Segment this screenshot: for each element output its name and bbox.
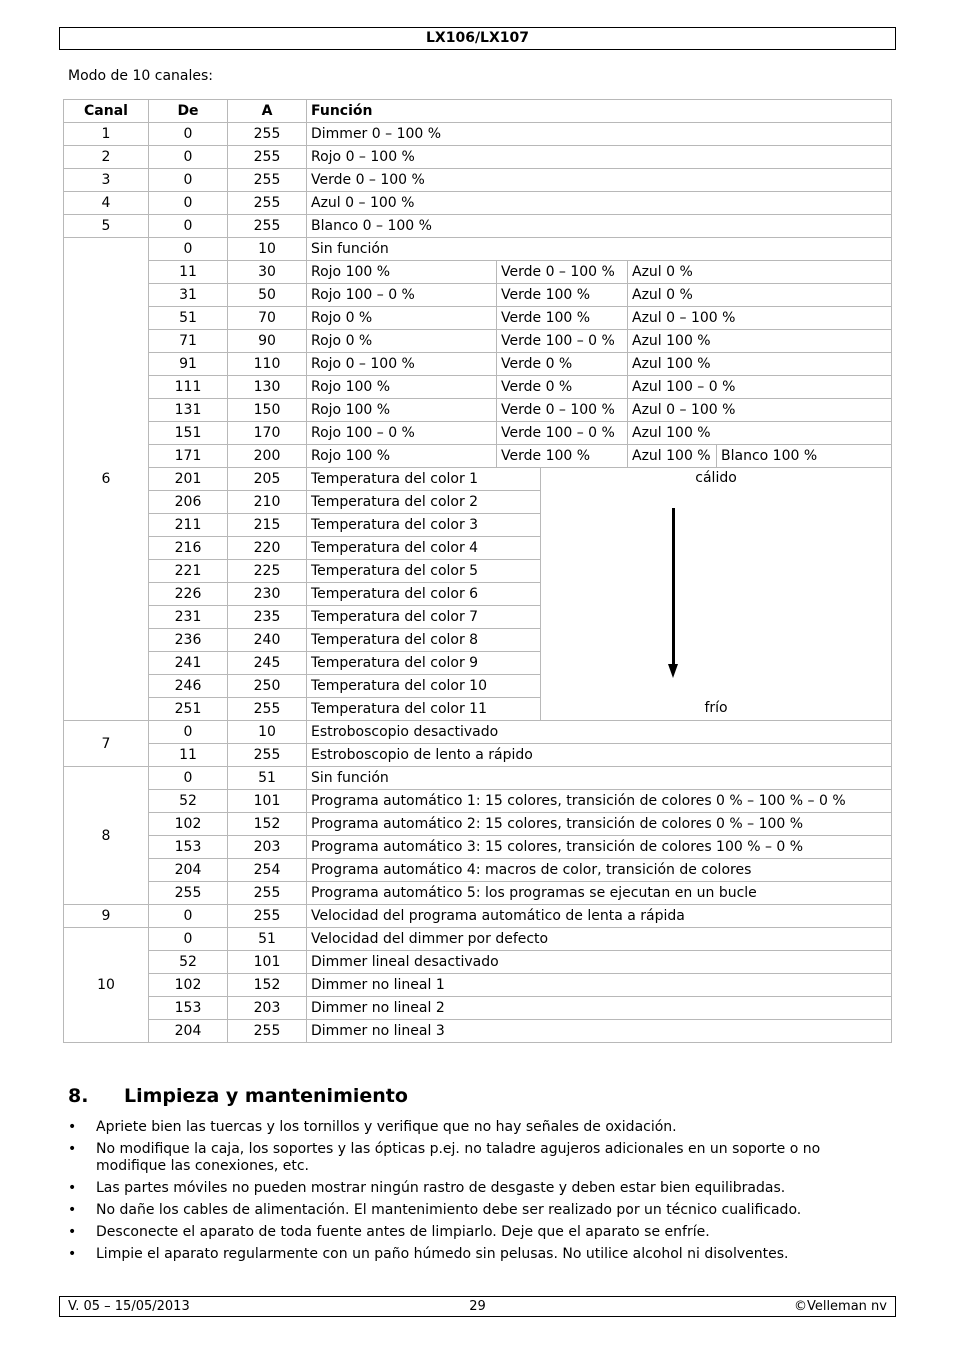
table-cell: Temperatura del color 9	[307, 652, 541, 675]
table-cell: 91	[149, 353, 228, 376]
table-cell: 150	[228, 399, 307, 422]
section-number: 8.	[68, 1085, 89, 1107]
table-cell: Dimmer no lineal 3	[307, 1020, 892, 1043]
table-cell: 255	[228, 1020, 307, 1043]
table-cell: Azul 100 %	[628, 353, 892, 376]
table-cell: 205	[228, 468, 307, 491]
table-cell: 204	[149, 859, 228, 882]
table-cell: Rojo 100 %	[307, 445, 497, 468]
table-cell: 255	[228, 146, 307, 169]
bullet-icon: •	[68, 1180, 77, 1196]
table-cell: Rojo 100 %	[307, 376, 497, 399]
bullet-icon: •	[68, 1246, 77, 1262]
table-cell: 220	[228, 537, 307, 560]
table-cell: 230	[228, 583, 307, 606]
table-cell: 10	[228, 721, 307, 744]
table-cell: 10	[64, 928, 149, 1043]
table-cell: 70	[228, 307, 307, 330]
table-cell: 255	[228, 215, 307, 238]
table-cell: 201	[149, 468, 228, 491]
table-cell: Rojo 0 – 100 %	[307, 146, 892, 169]
table-cell: 2	[64, 146, 149, 169]
table-cell: 241	[149, 652, 228, 675]
table-cell: Temperatura del color 1	[307, 468, 541, 491]
table-cell: 152	[228, 974, 307, 997]
table-cell: 0	[149, 767, 228, 790]
table-cell: 235	[228, 606, 307, 629]
list-item: • Limpie el aparato regularmente con un paño húmedo sin pelusas. No utilice alcohol ni disolventes.	[68, 1246, 789, 1262]
table-cell: 211	[149, 514, 228, 537]
table-cell: 90	[228, 330, 307, 353]
table-cell: 255	[228, 905, 307, 928]
bullet-icon: •	[68, 1224, 77, 1240]
table-cell: 255	[228, 744, 307, 767]
table-row	[64, 307, 892, 330]
table-cell: Temperatura del color 5	[307, 560, 541, 583]
table-cell: Rojo 100 – 0 %	[307, 422, 497, 445]
table-cell: Azul 100 %	[628, 445, 717, 468]
table-cell: 1	[64, 123, 149, 146]
cold-label: frío	[704, 700, 728, 716]
table-row	[64, 123, 892, 146]
table-cell: Azul 0 – 100 %	[628, 307, 892, 330]
table-cell: 10	[228, 238, 307, 261]
table-cell: 0	[149, 192, 228, 215]
intro-text: Modo de 10 canales:	[68, 68, 214, 84]
table-cell: 0	[149, 238, 228, 261]
table-cell: Rojo 0 %	[307, 330, 497, 353]
table-cell: 151	[149, 422, 228, 445]
table-cell: 0	[149, 721, 228, 744]
table-row	[64, 997, 892, 1020]
table-cell: 255	[149, 882, 228, 905]
table-cell: Temperatura del color 10	[307, 675, 541, 698]
table-cell: Programa automático 4: macros de color, transición de colores	[307, 859, 892, 882]
table-row	[64, 192, 892, 215]
bullet-icon: •	[68, 1119, 77, 1135]
table-cell: 221	[149, 560, 228, 583]
section-heading	[68, 1085, 408, 1107]
header-de: De	[149, 100, 228, 123]
table-row	[64, 744, 892, 767]
table-row	[64, 974, 892, 997]
table-cell: 203	[228, 997, 307, 1020]
table-cell: Programa automático 5: los programas se ejecutan en un bucle	[307, 882, 892, 905]
table-cell: 31	[149, 284, 228, 307]
table-cell: 101	[228, 951, 307, 974]
table-cell: 30	[228, 261, 307, 284]
table-cell: 255	[228, 698, 307, 721]
table-cell: Rojo 0 – 100 %	[307, 353, 497, 376]
table-cell: 102	[149, 813, 228, 836]
table-cell: Velocidad del programa automático de lenta a rápida	[307, 905, 892, 928]
table-cell: Azul 100 %	[628, 422, 892, 445]
table-cell: Verde 100 – 0 %	[497, 330, 628, 353]
table-cell: 5	[64, 215, 149, 238]
table-cell: 255	[228, 192, 307, 215]
table-header-row	[64, 100, 892, 123]
table-cell: Temperatura del color 2	[307, 491, 541, 514]
document-header	[59, 27, 896, 50]
table-cell: Blanco 100 %	[717, 445, 892, 468]
table-cell: Rojo 100 %	[307, 399, 497, 422]
table-cell: Temperatura del color 7	[307, 606, 541, 629]
table-cell: 236	[149, 629, 228, 652]
table-cell: 255	[228, 123, 307, 146]
table-row	[64, 422, 892, 445]
table-cell: 245	[228, 652, 307, 675]
table-cell: Dimmer lineal desactivado	[307, 951, 892, 974]
table-row	[64, 376, 892, 399]
table-cell: 0	[149, 215, 228, 238]
footer-version: V. 05 – 15/05/2013	[68, 1299, 190, 1314]
list-item: • Las partes móviles no pueden mostrar ningún rastro de desgaste y deben estar bien equilibradas.	[68, 1180, 786, 1196]
table-cell: Temperatura del color 3	[307, 514, 541, 537]
table-row	[64, 399, 892, 422]
table-cell: 0	[149, 123, 228, 146]
table-cell: 153	[149, 836, 228, 859]
table-cell: 152	[228, 813, 307, 836]
arrow-head-icon	[668, 664, 678, 678]
table-cell: 3	[64, 169, 149, 192]
table-cell: Azul 0 %	[628, 284, 892, 307]
table-cell: 0	[149, 146, 228, 169]
table-cell: Programa automático 3: 15 colores, transición de colores 100 % – 0 %	[307, 836, 892, 859]
table-cell: 0	[149, 905, 228, 928]
table-row	[64, 951, 892, 974]
list-item: • No dañe los cables de alimentación. El mantenimiento debe ser realizado por un técnico cualificado.	[68, 1202, 802, 1218]
table-cell: Dimmer no lineal 2	[307, 997, 892, 1020]
table-cell: Velocidad del dimmer por defecto	[307, 928, 892, 951]
table-cell: 210	[228, 491, 307, 514]
dmx-channel-table	[63, 99, 892, 1043]
table-cell: Sin función	[307, 767, 892, 790]
table-cell: 51	[149, 307, 228, 330]
table-cell: Temperatura del color 6	[307, 583, 541, 606]
table-cell: 206	[149, 491, 228, 514]
table-row	[64, 284, 892, 307]
table-cell: 6	[64, 238, 149, 721]
table-cell: Azul 100 %	[628, 330, 892, 353]
table-row	[64, 468, 892, 491]
table-cell: Estroboscopio desactivado	[307, 721, 892, 744]
list-item: • No modifique la caja, los soportes y las ópticas p.ej. no taladre agujeros adicionales en un soporte o no modifique las conexiones, etc.	[68, 1141, 821, 1174]
section-title: Limpieza y mantenimiento	[124, 1085, 408, 1107]
table-row	[64, 767, 892, 790]
down-arrow-icon	[672, 508, 675, 664]
table-cell: 203	[228, 836, 307, 859]
table-cell: 50	[228, 284, 307, 307]
table-cell: 170	[228, 422, 307, 445]
table-row	[64, 353, 892, 376]
table-cell: 240	[228, 629, 307, 652]
table-cell: Rojo 0 %	[307, 307, 497, 330]
document-footer	[59, 1296, 896, 1317]
table-cell: 153	[149, 997, 228, 1020]
table-cell: Temperatura del color 8	[307, 629, 541, 652]
table-cell: Temperatura del color 11	[307, 698, 541, 721]
table-cell: 101	[228, 790, 307, 813]
table-cell: 51	[228, 767, 307, 790]
table-cell: Programa automático 1: 15 colores, transición de colores 0 % – 100 % – 0 %	[307, 790, 892, 813]
header-title: LX106/LX107	[426, 30, 529, 46]
table-cell: 231	[149, 606, 228, 629]
table-cell: 171	[149, 445, 228, 468]
table-cell: 246	[149, 675, 228, 698]
list-item: • Desconecte el aparato de toda fuente antes de limpiarlo. Deje que el aparato se enfríe.	[68, 1224, 710, 1240]
table-cell: 131	[149, 399, 228, 422]
table-cell: 7	[64, 721, 149, 767]
table-cell: Azul 100 – 0 %	[628, 376, 892, 399]
table-cell: 204	[149, 1020, 228, 1043]
table-cell: Verde 100 %	[497, 445, 628, 468]
table-cell: Verde 0 %	[497, 353, 628, 376]
maintenance-list	[68, 1119, 888, 1268]
table-row	[64, 905, 892, 928]
table-cell: 250	[228, 675, 307, 698]
table-cell: Programa automático 2: 15 colores, transición de colores 0 % – 100 %	[307, 813, 892, 836]
table-row	[64, 813, 892, 836]
table-cell: 11	[149, 744, 228, 767]
warm-label: cálido	[695, 470, 737, 486]
list-item: • Apriete bien las tuercas y los tornillos y verifique que no hay señales de oxidación.	[68, 1119, 677, 1135]
table-cell: Verde 100 %	[497, 307, 628, 330]
table-cell: Blanco 0 – 100 %	[307, 215, 892, 238]
table-cell: 0	[149, 169, 228, 192]
table-cell: Verde 0 – 100 %	[497, 399, 628, 422]
table-cell: 111	[149, 376, 228, 399]
table-row	[64, 146, 892, 169]
footer-page-number: 29	[469, 1299, 486, 1314]
table-cell: Rojo 100 – 0 %	[307, 284, 497, 307]
table-cell: 225	[228, 560, 307, 583]
table-row	[64, 1020, 892, 1043]
table-cell: 9	[64, 905, 149, 928]
table-cell: Azul 0 – 100 %	[307, 192, 892, 215]
table-row	[64, 721, 892, 744]
table-row	[64, 790, 892, 813]
footer-copyright: ©Velleman nv	[793, 1299, 887, 1314]
bullet-icon: •	[68, 1202, 77, 1218]
table-cell: Verde 0 – 100 %	[497, 261, 628, 284]
table-cell: 11	[149, 261, 228, 284]
table-cell: 110	[228, 353, 307, 376]
table-cell: 51	[228, 928, 307, 951]
table-cell: 254	[228, 859, 307, 882]
header-a: A	[228, 100, 307, 123]
table-cell: Temperatura del color 4	[307, 537, 541, 560]
table-cell: Dimmer 0 – 100 %	[307, 123, 892, 146]
table-cell: 8	[64, 767, 149, 905]
table-cell: 216	[149, 537, 228, 560]
table-cell: Sin función	[307, 238, 892, 261]
table-cell: 4	[64, 192, 149, 215]
table-cell: Azul 0 %	[628, 261, 892, 284]
table-cell: Rojo 100 %	[307, 261, 497, 284]
table-cell: 52	[149, 790, 228, 813]
table-row	[64, 445, 892, 468]
table-cell: 200	[228, 445, 307, 468]
table-cell: 0	[149, 928, 228, 951]
table-cell: 71	[149, 330, 228, 353]
table-cell: 130	[228, 376, 307, 399]
table-row	[64, 261, 892, 284]
bullet-icon: •	[68, 1141, 77, 1157]
table-cell: 255	[228, 882, 307, 905]
table-cell: Estroboscopio de lento a rápido	[307, 744, 892, 767]
table-cell: Verde 100 – 0 %	[497, 422, 628, 445]
table-cell: Dimmer no lineal 1	[307, 974, 892, 997]
header-canal: Canal	[64, 100, 149, 123]
table-cell: 251	[149, 698, 228, 721]
table-cell: 215	[228, 514, 307, 537]
table-row	[64, 330, 892, 353]
table-row	[64, 836, 892, 859]
color-temperature-scale	[541, 468, 892, 721]
table-cell: Verde 0 %	[497, 376, 628, 399]
table-cell: Azul 0 – 100 %	[628, 399, 892, 422]
table-cell: Verde 100 %	[497, 284, 628, 307]
table-cell: 102	[149, 974, 228, 997]
table-cell: 52	[149, 951, 228, 974]
table-row	[64, 169, 892, 192]
table-row	[64, 215, 892, 238]
table-cell: Verde 0 – 100 %	[307, 169, 892, 192]
table-row	[64, 859, 892, 882]
table-cell: 255	[228, 169, 307, 192]
header-funcion: Función	[307, 100, 892, 123]
table-row	[64, 238, 892, 261]
table-row	[64, 882, 892, 905]
table-cell: 226	[149, 583, 228, 606]
table-row	[64, 928, 892, 951]
